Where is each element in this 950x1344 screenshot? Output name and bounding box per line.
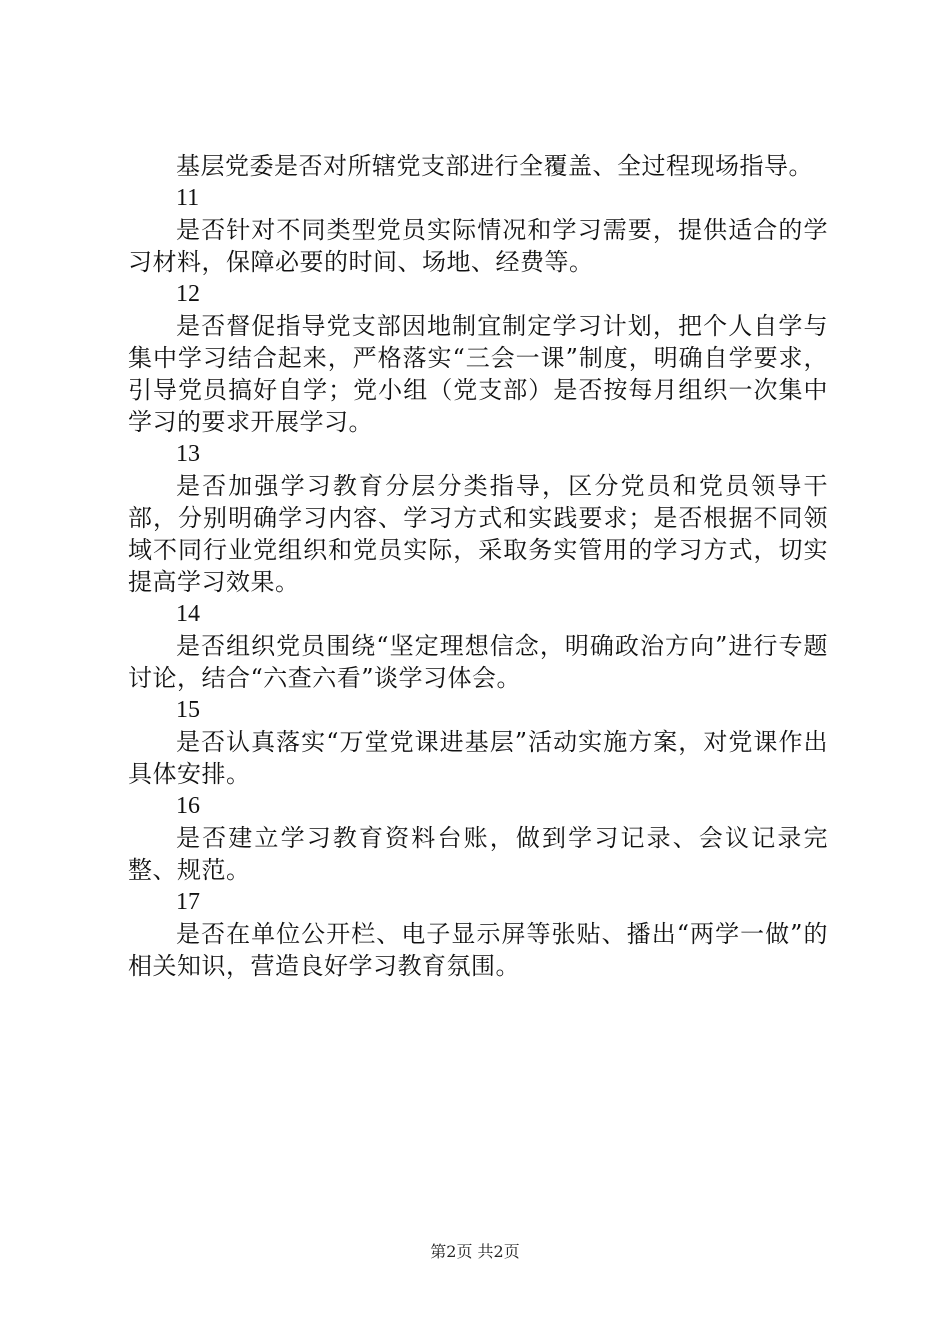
item-number-16: 16 <box>176 793 200 819</box>
item-text-17: 是否在单位公开栏、电子显示屏等张贴、播出“两学一做”的相关知识，营造良好学习教育氛围。 <box>128 920 828 980</box>
item-text-15: 是否认真落实“万堂党课进基层”活动实施方案，对党课作出具体安排。 <box>128 728 828 788</box>
item-text-12: 是否督促指导党支部因地制宜制定学习计划，把个人自学与集中学习结合起来，严格落实“三会一课”制度，明确自学要求，引导党员搞好自学；党小组（党支部）是否按每月组织一次集中学习的要求开展学习。 <box>128 312 828 436</box>
item-text-13: 是否加强学习教育分层分类指导，区分党员和党员领导干部，分别明确学习内容、学习方式和实践要求；是否根据不同领域不同行业党组织和党员实际，采取务实管用的学习方式，切实提高学习效果。 <box>128 472 828 596</box>
document-body <box>128 150 828 982</box>
item-text-11: 是否针对不同类型党员实际情况和学习需要，提供适合的学习材料，保障必要的时间、场地、经费等。 <box>128 216 828 276</box>
page-footer: 第2页 共2页 <box>430 1242 520 1261</box>
item-number-14: 14 <box>176 601 200 627</box>
item-number-11: 11 <box>176 185 200 211</box>
item-number-17: 17 <box>176 889 200 915</box>
item-text-16: 是否建立学习教育资料台账，做到学习记录、会议记录完整、规范。 <box>128 824 828 884</box>
item-number-15: 15 <box>176 697 200 723</box>
item-number-12: 12 <box>176 281 200 307</box>
paragraph-intro: 基层党委是否对所辖党支部进行全覆盖、全过程现场指导。 <box>176 152 813 180</box>
item-text-14: 是否组织党员围绕“坚定理想信念，明确政治方向”进行专题讨论，结合“六查六看”谈学习体会。 <box>128 632 828 692</box>
item-number-13: 13 <box>176 441 200 467</box>
